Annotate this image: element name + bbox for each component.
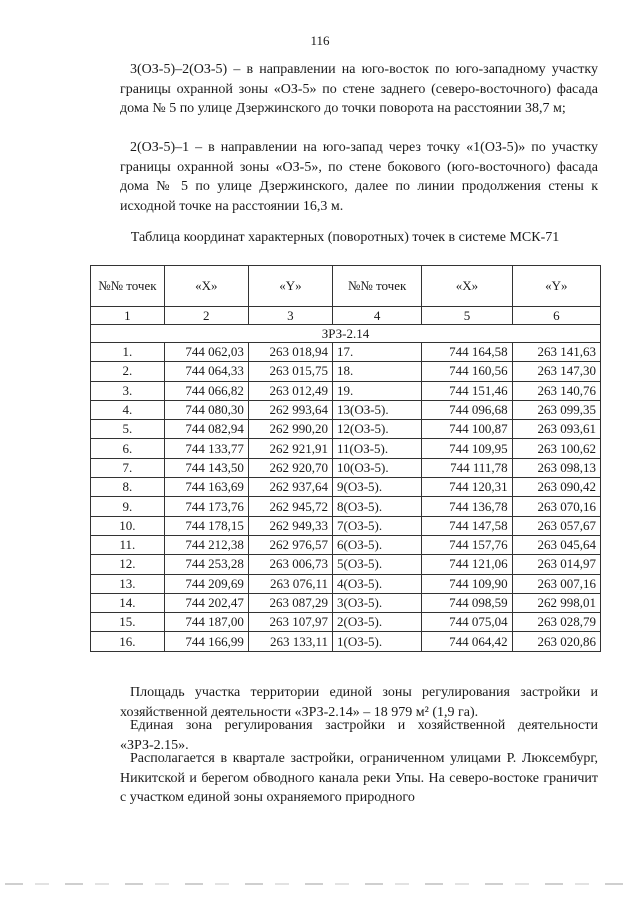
- x-coordinate-cell: 744 166,99: [164, 632, 248, 651]
- x-coordinate-cell: 744 164,58: [422, 343, 512, 362]
- table-row: [91, 362, 601, 381]
- x-coordinate-cell: 744 080,30: [164, 400, 248, 419]
- x-coordinate-cell: 744 173,76: [164, 497, 248, 516]
- point-number-cell: 12(ОЗ-5).: [332, 420, 421, 439]
- table-row: [91, 400, 601, 419]
- table-row: [91, 632, 601, 651]
- y-coordinate-cell: 262 945,72: [248, 497, 332, 516]
- point-number-cell: 10.: [91, 516, 165, 535]
- paragraph-segment-2-1: 2(ОЗ-5)–1 – в направлении на юго-запад через точку «1(ОЗ-5)» по участку границы охранной зоны «ОЗ-5», по стене бокового (юго-восточного) фасада дома № 5 по улице Дзержинского, далее по линии продолжения стены к исходной точке на расстоянии 16,3 м.: [120, 140, 598, 214]
- point-number-cell: 4.: [91, 400, 165, 419]
- y-coordinate-cell: 263 028,79: [512, 613, 600, 632]
- table-row: [91, 478, 601, 497]
- table-row: [91, 593, 601, 612]
- column-index: 6: [512, 307, 600, 325]
- point-number-cell: 7.: [91, 458, 165, 477]
- zone-label: ЗРЗ-2.14: [91, 325, 601, 343]
- point-number-cell: 11(ОЗ-5).: [332, 439, 421, 458]
- x-coordinate-cell: 744 066,82: [164, 381, 248, 400]
- x-coordinate-cell: 744 100,87: [422, 420, 512, 439]
- y-coordinate-cell: 263 076,11: [248, 574, 332, 593]
- column-index: 4: [332, 307, 421, 325]
- column-index: 1: [91, 307, 165, 325]
- column-index: 3: [248, 307, 332, 325]
- point-number-cell: 3(ОЗ-5).: [332, 593, 421, 612]
- point-number-cell: 5(ОЗ-5).: [332, 555, 421, 574]
- x-coordinate-cell: 744 253,28: [164, 555, 248, 574]
- table-row: [91, 420, 601, 439]
- y-coordinate-cell: 263 070,16: [512, 497, 600, 516]
- x-coordinate-cell: 744 133,77: [164, 439, 248, 458]
- y-coordinate-cell: 263 147,30: [512, 362, 600, 381]
- zone-label-row: [91, 325, 601, 343]
- table-row: [91, 555, 601, 574]
- coordinates-table: [90, 265, 601, 652]
- table-header-row: [91, 266, 601, 307]
- x-coordinate-cell: 744 178,15: [164, 516, 248, 535]
- area-paragraph: Площадь участка территории единой зоны регулирования застройки и хозяйственной деятельности «ЗРЗ-2.14» – 18 979 м² (1,9 га).: [120, 685, 598, 720]
- point-number-cell: 16.: [91, 632, 165, 651]
- table-row: [91, 535, 601, 554]
- header-x-1: «X»: [164, 266, 248, 307]
- y-coordinate-cell: 263 020,86: [512, 632, 600, 651]
- y-coordinate-cell: 262 998,01: [512, 593, 600, 612]
- table-row: [91, 458, 601, 477]
- point-number-cell: 7(ОЗ-5).: [332, 516, 421, 535]
- x-coordinate-cell: 744 096,68: [422, 400, 512, 419]
- y-coordinate-cell: 263 006,73: [248, 555, 332, 574]
- header-y-2: «Y»: [512, 266, 600, 307]
- table-row: [91, 343, 601, 362]
- column-index: 2: [164, 307, 248, 325]
- x-coordinate-cell: 744 151,46: [422, 381, 512, 400]
- y-coordinate-cell: 263 093,61: [512, 420, 600, 439]
- scan-artifact: [5, 883, 635, 885]
- y-coordinate-cell: 262 990,20: [248, 420, 332, 439]
- y-coordinate-cell: 262 921,91: [248, 439, 332, 458]
- y-coordinate-cell: 263 099,35: [512, 400, 600, 419]
- x-coordinate-cell: 744 064,33: [164, 362, 248, 381]
- x-coordinate-cell: 744 064,42: [422, 632, 512, 651]
- x-coordinate-cell: 744 202,47: [164, 593, 248, 612]
- x-coordinate-cell: 744 212,38: [164, 535, 248, 554]
- column-index: 5: [422, 307, 512, 325]
- table-row: [91, 516, 601, 535]
- y-coordinate-cell: 263 014,97: [512, 555, 600, 574]
- point-number-cell: 19.: [332, 381, 421, 400]
- point-number-cell: 18.: [332, 362, 421, 381]
- y-coordinate-cell: 263 012,49: [248, 381, 332, 400]
- point-number-cell: 13.: [91, 574, 165, 593]
- point-number-cell: 2(ОЗ-5).: [332, 613, 421, 632]
- y-coordinate-cell: 263 045,64: [512, 535, 600, 554]
- y-coordinate-cell: 263 100,62: [512, 439, 600, 458]
- y-coordinate-cell: 263 133,11: [248, 632, 332, 651]
- point-number-cell: 17.: [332, 343, 421, 362]
- table-row: [91, 574, 601, 593]
- y-coordinate-cell: 263 015,75: [248, 362, 332, 381]
- x-coordinate-cell: 744 062,03: [164, 343, 248, 362]
- point-number-cell: 6(ОЗ-5).: [332, 535, 421, 554]
- header-point-number-1: №№ точек: [91, 266, 165, 307]
- x-coordinate-cell: 744 121,06: [422, 555, 512, 574]
- point-number-cell: 1.: [91, 343, 165, 362]
- point-number-cell: 10(ОЗ-5).: [332, 458, 421, 477]
- y-coordinate-cell: 262 949,33: [248, 516, 332, 535]
- x-coordinate-cell: 744 209,69: [164, 574, 248, 593]
- x-coordinate-cell: 744 082,94: [164, 420, 248, 439]
- y-coordinate-cell: 263 057,67: [512, 516, 600, 535]
- point-number-cell: 2.: [91, 362, 165, 381]
- y-coordinate-cell: 263 141,63: [512, 343, 600, 362]
- point-number-cell: 1(ОЗ-5).: [332, 632, 421, 651]
- table-row: [91, 613, 601, 632]
- point-number-cell: 6.: [91, 439, 165, 458]
- y-coordinate-cell: 262 976,57: [248, 535, 332, 554]
- x-coordinate-cell: 744 098,59: [422, 593, 512, 612]
- location-paragraph: Располагается в квартале застройки, ограниченном улицами Р. Люксембург, Никитской и берегом обводного канала реки Упы. На северо-востоке граничит с участком единой зоны охраняемого природного: [120, 751, 598, 805]
- table-row: [91, 497, 601, 516]
- table-row: [91, 381, 601, 400]
- y-coordinate-cell: 263 018,94: [248, 343, 332, 362]
- point-number-cell: 11.: [91, 535, 165, 554]
- x-coordinate-cell: 744 111,78: [422, 458, 512, 477]
- x-coordinate-cell: 744 157,76: [422, 535, 512, 554]
- x-coordinate-cell: 744 075,04: [422, 613, 512, 632]
- x-coordinate-cell: 744 143,50: [164, 458, 248, 477]
- x-coordinate-cell: 744 147,58: [422, 516, 512, 535]
- header-y-1: «Y»: [248, 266, 332, 307]
- x-coordinate-cell: 744 163,69: [164, 478, 248, 497]
- y-coordinate-cell: 263 140,76: [512, 381, 600, 400]
- y-coordinate-cell: 262 937,64: [248, 478, 332, 497]
- header-point-number-2: №№ точек: [332, 266, 421, 307]
- y-coordinate-cell: 263 087,29: [248, 593, 332, 612]
- x-coordinate-cell: 744 109,95: [422, 439, 512, 458]
- y-coordinate-cell: 262 993,64: [248, 400, 332, 419]
- point-number-cell: 9.: [91, 497, 165, 516]
- x-coordinate-cell: 744 187,00: [164, 613, 248, 632]
- point-number-cell: 9(ОЗ-5).: [332, 478, 421, 497]
- table-row: [91, 439, 601, 458]
- point-number-cell: 3.: [91, 381, 165, 400]
- point-number-cell: 8.: [91, 478, 165, 497]
- x-coordinate-cell: 744 136,78: [422, 497, 512, 516]
- y-coordinate-cell: 263 007,16: [512, 574, 600, 593]
- point-number-cell: 8(ОЗ-5).: [332, 497, 421, 516]
- y-coordinate-cell: 263 107,97: [248, 613, 332, 632]
- x-coordinate-cell: 744 160,56: [422, 362, 512, 381]
- column-index-row: [91, 307, 601, 325]
- point-number-cell: 12.: [91, 555, 165, 574]
- x-coordinate-cell: 744 120,31: [422, 478, 512, 497]
- zone-title-paragraph: Единая зона регулирования застройки и хозяйственной деятельности «ЗРЗ-2.15».: [120, 718, 598, 753]
- header-x-2: «X»: [422, 266, 512, 307]
- point-number-cell: 14.: [91, 593, 165, 612]
- y-coordinate-cell: 262 920,70: [248, 458, 332, 477]
- point-number-cell: 4(ОЗ-5).: [332, 574, 421, 593]
- point-number-cell: 15.: [91, 613, 165, 632]
- paragraph-segment-3-2: 3(ОЗ-5)–2(ОЗ-5) – в направлении на юго-восток по юго-западному участку границы охранной зоны «ОЗ-5» по стене заднего (северо-восточного) фасада дома № 5 по улице Дзержинского до точки поворота на расстоянии 38,7 м;: [120, 62, 598, 116]
- page-number: 116: [310, 33, 330, 48]
- x-coordinate-cell: 744 109,90: [422, 574, 512, 593]
- point-number-cell: 5.: [91, 420, 165, 439]
- point-number-cell: 13(ОЗ-5).: [332, 400, 421, 419]
- y-coordinate-cell: 263 090,42: [512, 478, 600, 497]
- y-coordinate-cell: 263 098,13: [512, 458, 600, 477]
- table-caption: Таблица координат характерных (поворотных) точек в системе МСК-71: [130, 230, 560, 245]
